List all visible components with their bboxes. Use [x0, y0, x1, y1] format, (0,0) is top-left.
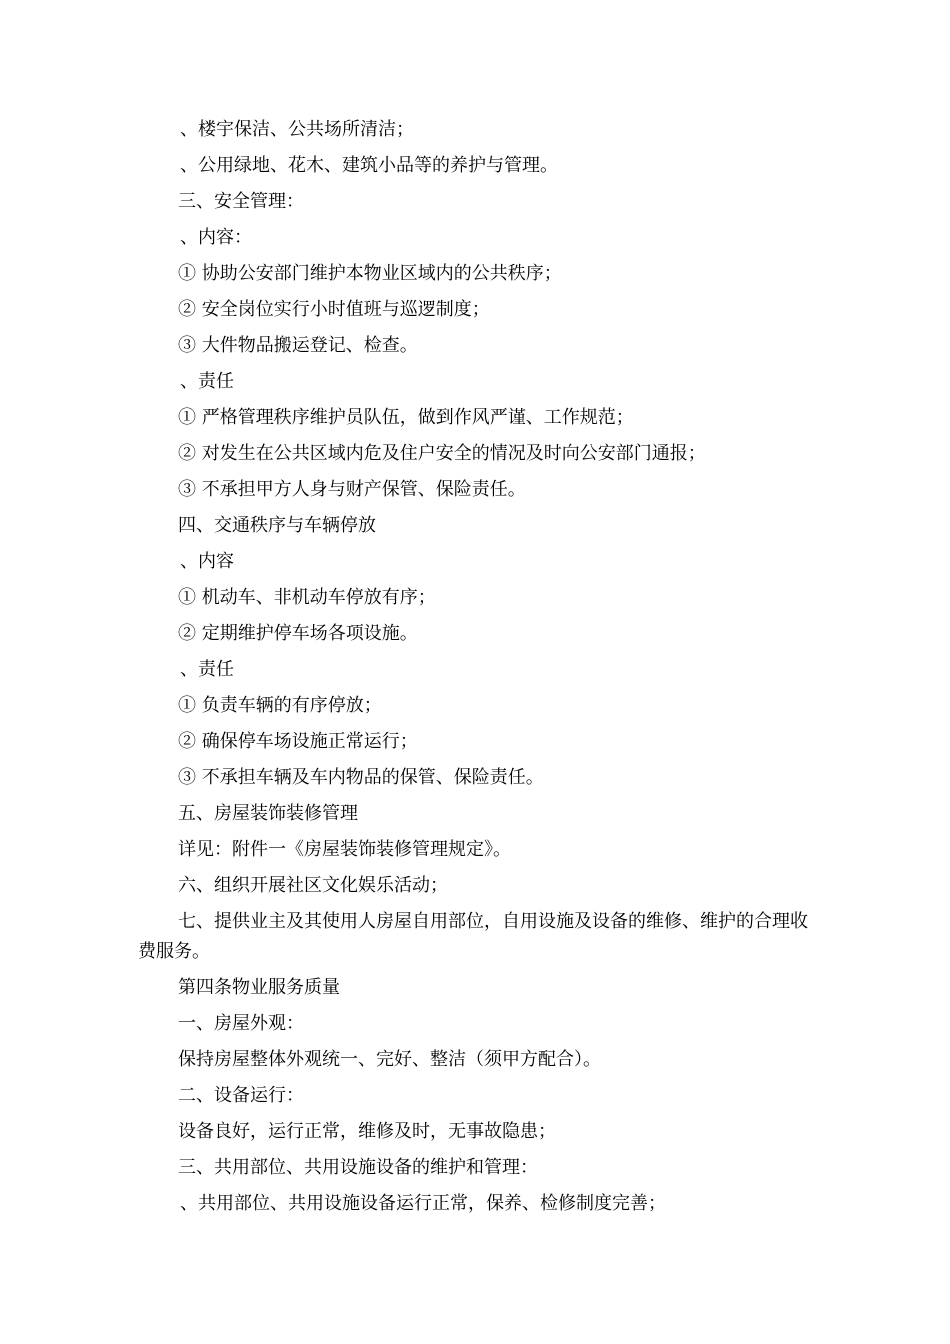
paragraph: 、公用绿地、花木、建筑小品等的养护与管理。	[180, 155, 558, 176]
list-item: ① 机动车、非机动车停放有序；	[178, 587, 436, 608]
list-item: ③ 不承担甲方人身与财产保管、保险责任。	[178, 479, 526, 500]
list-item: ① 严格管理秩序维护员队伍，做到作风严谨、工作规范；	[178, 407, 634, 428]
list-item: ② 对发生在公共区域内危及住户安全的情况及时向公安部门通报；	[178, 443, 706, 464]
section-heading: 一、房屋外观：	[178, 1013, 304, 1034]
paragraph: 保持房屋整体外观统一、完好、整洁（须甲方配合）。	[178, 1049, 601, 1070]
article-heading: 第四条物业服务质量	[178, 977, 340, 998]
document-body	[138, 112, 810, 1222]
subheading: 、内容：	[180, 227, 252, 248]
section-heading: 四、交通秩序与车辆停放	[178, 515, 376, 536]
subheading: 、责任	[180, 371, 234, 392]
section-heading: 六、组织开展社区文化娱乐活动；	[178, 875, 448, 896]
subheading: 、责任	[180, 659, 234, 680]
list-item: ① 负责车辆的有序停放；	[178, 695, 382, 716]
list-item: ① 协助公安部门维护本物业区域内的公共秩序；	[178, 263, 562, 284]
list-item: ② 安全岗位实行小时值班与巡逻制度；	[178, 299, 490, 320]
section-heading: 三、安全管理：	[178, 191, 304, 212]
section-heading: 二、设备运行：	[178, 1085, 304, 1106]
list-item: ③ 不承担车辆及车内物品的保管、保险责任。	[178, 767, 544, 788]
list-item: ② 定期维护停车场各项设施。	[178, 623, 418, 644]
section-heading: 五、房屋装饰装修管理	[178, 803, 358, 824]
paragraph: 设备良好，运行正常，维修及时，无事故隐患；	[178, 1121, 556, 1142]
subheading: 、共用部位、共用设施设备运行正常，保养、检修制度完善；	[180, 1193, 666, 1214]
list-item: ③ 大件物品搬运登记、检查。	[178, 335, 418, 356]
paragraph: 详见：附件一《房屋装饰装修管理规定》。	[178, 839, 511, 860]
section-heading: 三、共用部位、共用设施设备的维护和管理：	[178, 1157, 538, 1178]
list-item: ② 确保停车场设施正常运行；	[178, 731, 418, 752]
section-heading: 七、提供业主及其使用人房屋自用部位，自用设施及设备的维修、维护的合理收费服务。	[138, 911, 808, 962]
paragraph: 、楼宇保洁、公共场所清洁；	[180, 119, 414, 140]
subheading: 、内容	[180, 551, 234, 572]
